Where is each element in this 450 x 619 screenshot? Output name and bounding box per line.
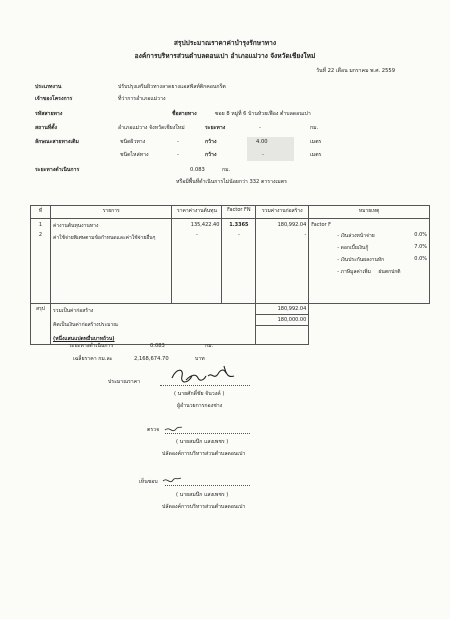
sign3-signature-image [160, 472, 184, 488]
sum1-label: รวมเป็นค่าก่อสร้าง [52, 308, 94, 314]
summary-values-cell [256, 304, 309, 345]
location-label: สถานที่ตั้ง [35, 125, 58, 131]
sum2-label: คิดเป็นเงินค่าก่อสร้างประมาณ [52, 322, 118, 328]
surface-label: ชนิดผิวทาง [120, 139, 146, 145]
row-1-item: ค่างานต้นทุนงานทาง [52, 223, 99, 229]
row-1-no: 1 [38, 222, 43, 228]
remark-factor-label: Factor F [311, 222, 332, 228]
remark-interest-label: - ดอกเบี้ยเงินกู้ [337, 245, 369, 251]
summary-empty-cell [309, 304, 430, 345]
remark-advance [337, 232, 427, 240]
width-shade [247, 137, 294, 161]
sign1-title: ผู้อำนวยการกองช่าง [177, 403, 223, 409]
shoulder-label: ชนิดไหล่ทาง [120, 152, 149, 158]
remark-interest-value: 7.0% [414, 244, 427, 250]
remark-vat [337, 268, 427, 276]
width-label-2: กว้าง [205, 152, 217, 158]
row-2-total: - [304, 232, 307, 238]
row-1-total: 180,992.04 [277, 222, 307, 228]
doc-title: สรุปประมาณราคาค่าบำรุงรักษาทาง [173, 39, 277, 47]
row-item-cell [50, 219, 172, 304]
distance-unit: กม. [222, 167, 231, 173]
doc-subtitle: องค์การบริหารส่วนตำบลดอนเปา อำเภอแม่วาง จังหวัดเชียงใหม่ [134, 52, 316, 60]
col-header-no: ที่ [31, 206, 51, 219]
row-total-cell [256, 219, 309, 304]
width-label-1: กว้าง [205, 139, 217, 145]
distance-label: ระยะทางดำเนินการ [35, 167, 80, 173]
width-value-1: 4.00 [256, 139, 268, 145]
col-header-factor: Factor FN [222, 206, 256, 219]
remark-retention-label: - เงินประกันผลงานหัก [337, 257, 385, 263]
width-unit-1: เมตร [310, 139, 322, 145]
row-2-cost: - [196, 232, 198, 238]
length-label: ระยะทาง [205, 125, 226, 131]
road-code-label: รหัสสายทาง [35, 111, 63, 117]
sign2-signature-image [162, 420, 186, 436]
width-unit-2: เมตร [310, 152, 322, 158]
col-header-remarks: หมายเหตุ [309, 206, 430, 219]
col-header-item: รายการ [50, 206, 172, 219]
project-label: ประเภทงาน [35, 84, 62, 90]
sign2-name: ( นายสมนึก แสงเพชร ) [176, 439, 229, 445]
footer-distance-label: ระยะทางดำเนินการ [69, 343, 114, 349]
shoulder-value: - [177, 152, 179, 158]
sign3-name: ( นายสมนึก แสงเพชร ) [176, 492, 229, 498]
sum1-value: 180,992.04 [256, 304, 308, 315]
remark-vat-value: ฝนตกปกติ [378, 269, 401, 275]
sign3-title: ปลัดองค์การบริหารส่วนตำบลดอนเปา [162, 504, 246, 510]
area-note: หรือมีพื้นที่ดำเนินการไม่น้อยกว่า 332 ตารางเมตร [176, 179, 287, 185]
owner-value: ที่ว่าการอำเภอแม่วาง [118, 96, 166, 102]
length-value: - [259, 125, 261, 131]
remark-retention-value: 0.0% [414, 256, 427, 262]
row-no-cell [31, 219, 51, 304]
sign1-role: ประมาณราคา [108, 379, 141, 385]
footer-avg-value: 2,168,674.70 [134, 356, 169, 362]
table-header-row [31, 206, 430, 219]
col-header-total: รวมค่างานก่อสร้าง [256, 206, 309, 219]
width-value-2: - [262, 152, 264, 158]
sign3-role: เห็นชอบ [139, 479, 158, 485]
road-name-value: ซอย 8 หมู่ที่ 6 บ้านห้วยเฟือง ตำบลดอนเปา [215, 111, 311, 117]
remark-vat-label: - ภาษีมูลค่าเพิ่ม [337, 269, 371, 275]
sum2-value: 180,000.00 [256, 315, 308, 326]
row-1-factor: 1.3365 [229, 222, 249, 228]
remark-retention [337, 256, 427, 264]
row-2-no: 2 [38, 232, 43, 238]
location-value: อำเภอแม่วาง จังหวัดเชียงใหม่ [118, 125, 185, 131]
table-body-row [31, 219, 430, 304]
cost-table [30, 205, 430, 345]
project-value: ปรับปรุงเสริมผิวทางลาดยางแอสฟัลท์ติกคอนกรีต [118, 84, 226, 90]
owner-label: เจ้าของโครงการ [35, 96, 73, 102]
footer-avg-label: เฉลี่ยราคา กม.ละ [73, 356, 113, 362]
surface-value: - [177, 139, 179, 145]
summary-label: สรุป [31, 304, 51, 345]
summary-row [31, 304, 430, 345]
row-cost-cell [172, 219, 222, 304]
col-header-cost: ราคาค่างานต้นทุน [172, 206, 222, 219]
existing-road-label: ลักษณะสายทางเดิม [35, 139, 79, 145]
sign1-signature-image [168, 364, 238, 388]
remark-advance-label: - เงินล่วงหน้าจ่าย [337, 233, 375, 239]
footer-avg-unit: บาท [195, 356, 205, 362]
footer-distance-value: 0.083 [150, 343, 165, 349]
remarks-cell [309, 219, 430, 304]
remark-advance-value: 0.0% [414, 232, 427, 238]
sign2-role: ตรวจ [147, 427, 160, 433]
length-unit: กม. [310, 125, 319, 131]
remark-factor [311, 222, 427, 228]
footer-distance-unit: กม. [205, 343, 214, 349]
sign2-title: ปลัดองค์การบริหารส่วนตำบลดอนเปา [162, 451, 246, 457]
sum3-label: (หนึ่งแสนแปดหมื่นบาทถ้วน) [52, 336, 115, 342]
row-factor-cell [222, 219, 256, 304]
row-2-item: ค่าใช้จ่ายพิเศษตามข้อกำหนดและค่าใช้จ่ายอื่นๆ [52, 235, 156, 241]
sign1-name: ( นายศักดิ์ชัย จันวงค์ ) [174, 391, 225, 397]
distance-value: 0.083 [190, 167, 205, 173]
summary-labels-cell [50, 304, 255, 345]
row-2-factor: - [237, 232, 240, 238]
remark-interest [337, 244, 427, 252]
row-1-cost: 135,422.40 [190, 222, 220, 228]
road-name-label: ชื่อสายทาง [172, 111, 197, 117]
doc-date: วันที่ 22 เดือน มกราคม พ.ศ. 2559 [316, 68, 395, 74]
